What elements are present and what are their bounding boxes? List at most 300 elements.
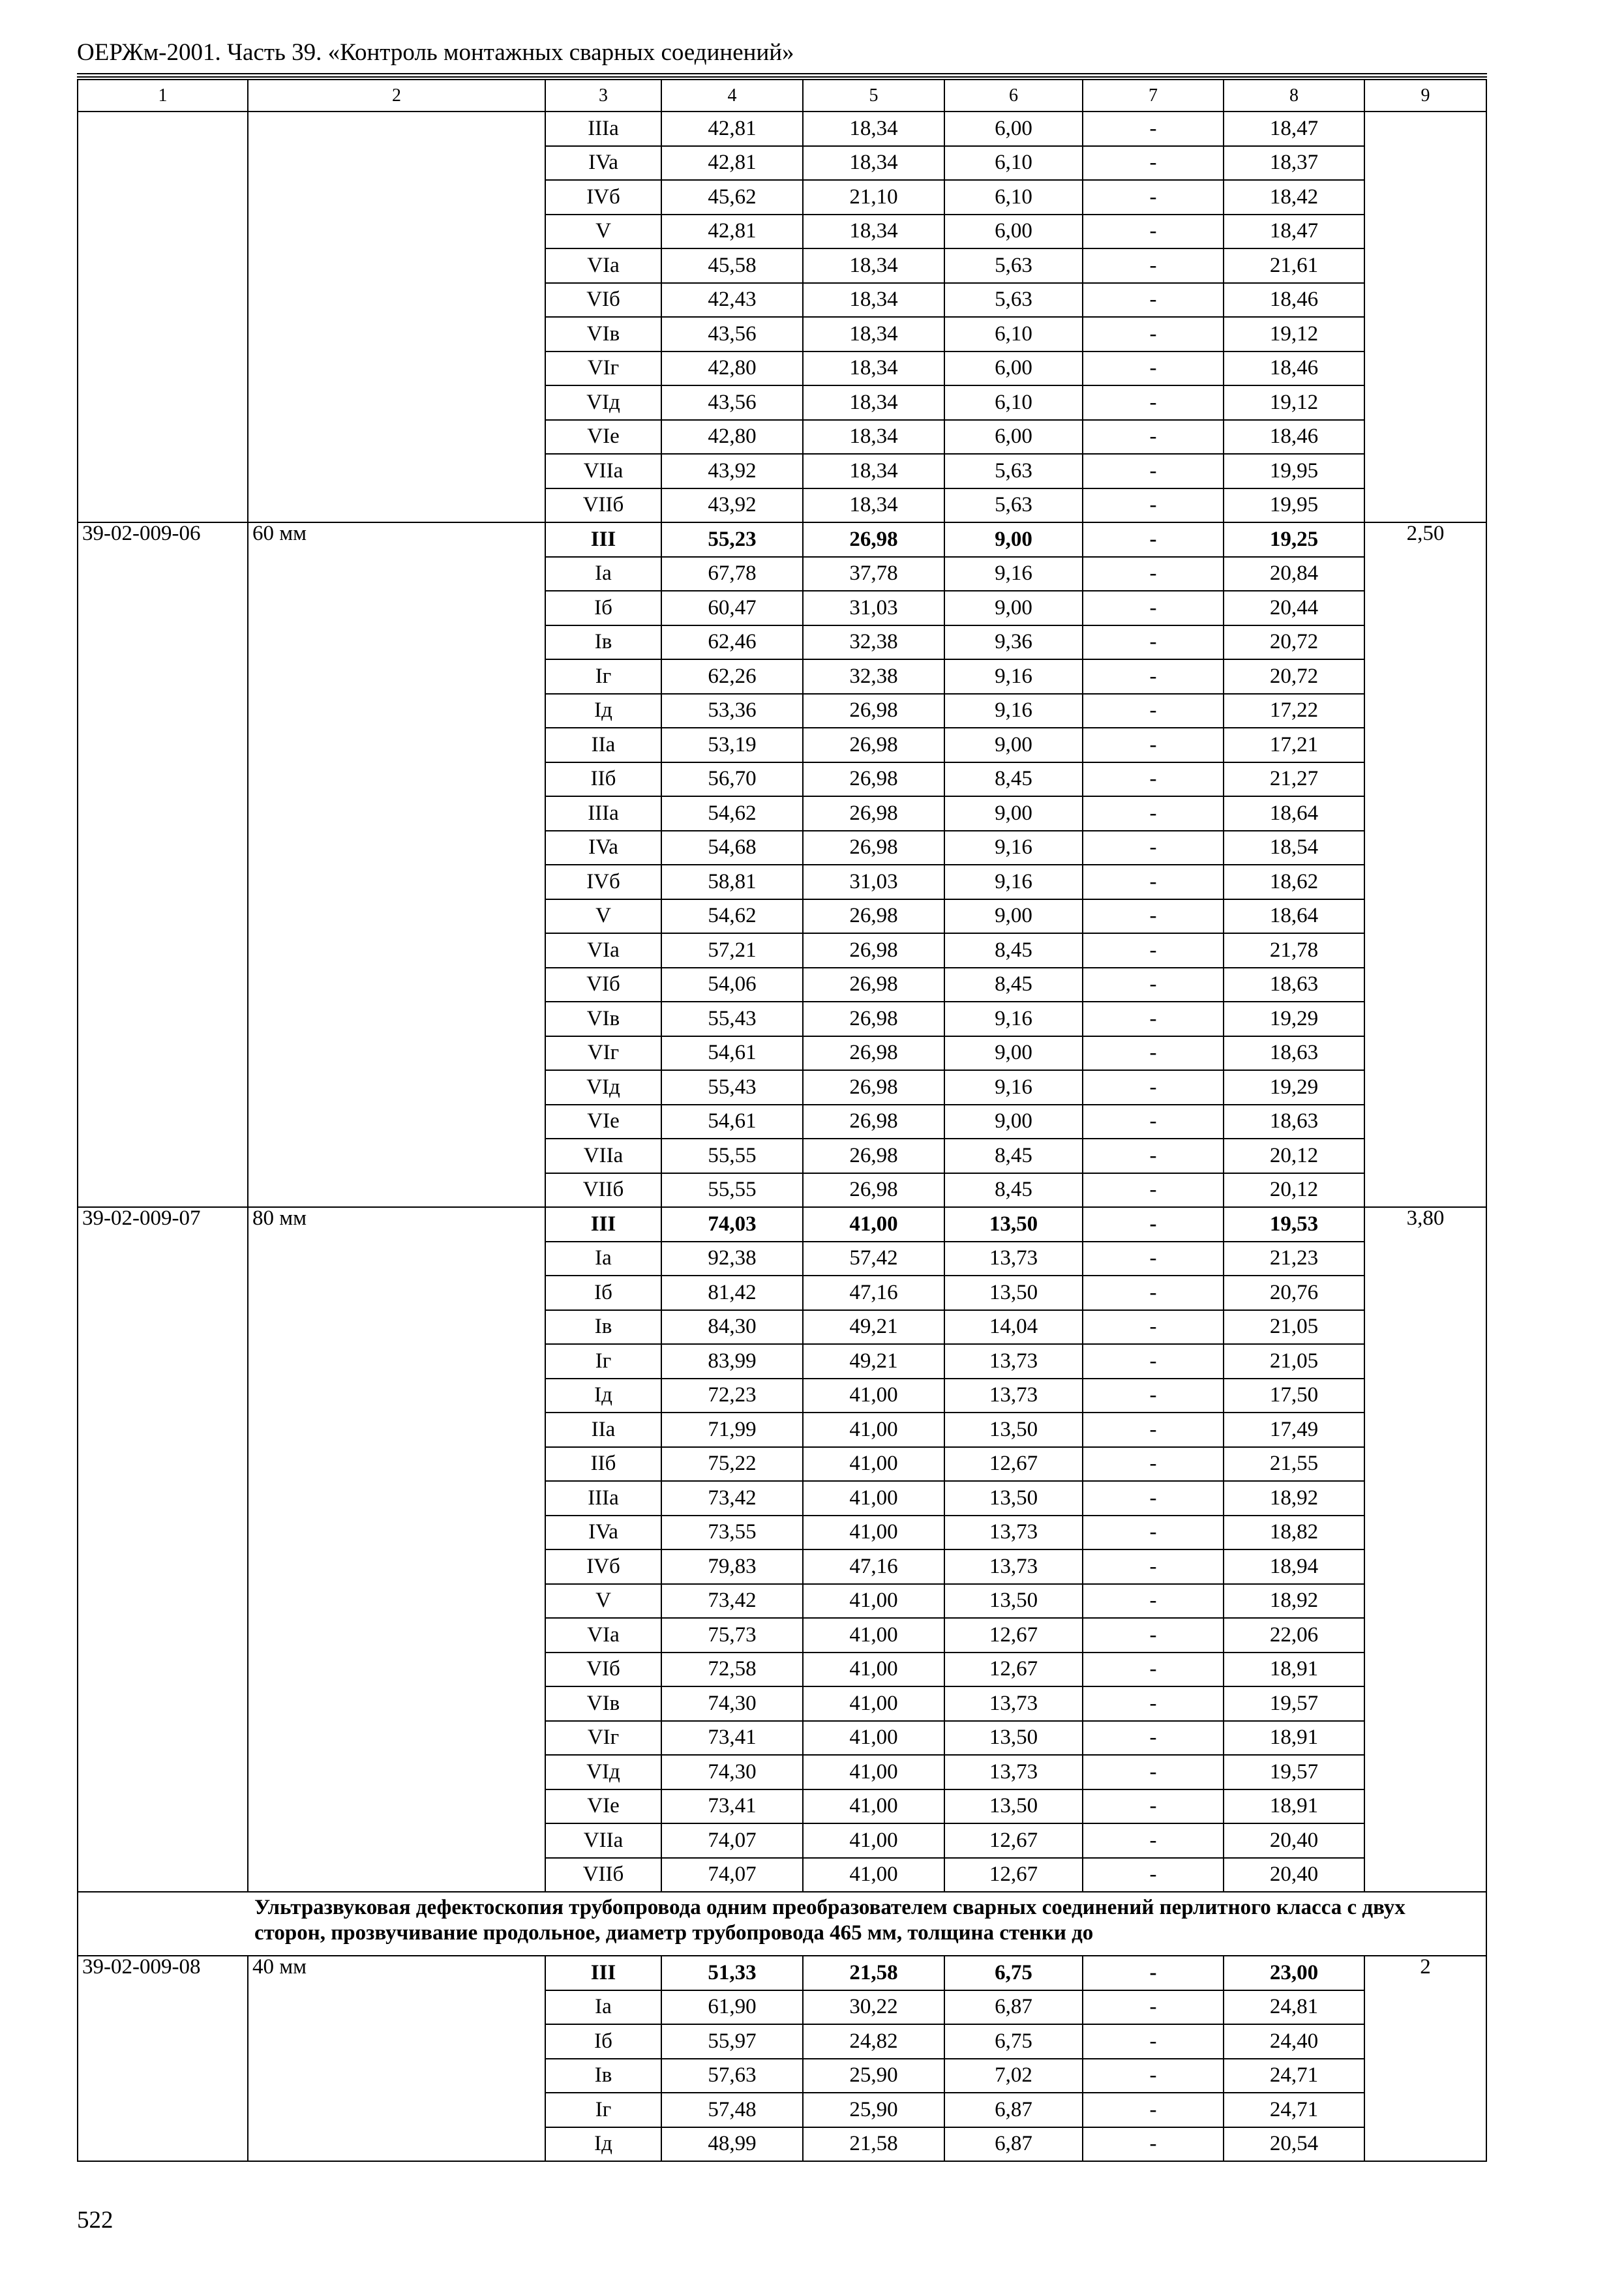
value-cell: 20,76 [1224, 1276, 1364, 1310]
value-cell: 9,00 [944, 522, 1083, 557]
column-number-cell: 9 [1364, 80, 1486, 112]
page-header-title: ОЕРЖм-2001. Часть 39. «Контроль монтажных сварных соединений» [77, 39, 794, 66]
value-cell: 41,00 [803, 1686, 944, 1721]
value-cell: 6,10 [944, 146, 1083, 181]
category-cell: Iв [545, 1310, 661, 1345]
value-cell: 18,34 [803, 248, 944, 283]
category-cell: III [545, 522, 661, 557]
value-cell: - [1083, 1344, 1224, 1379]
category-cell: V [545, 899, 661, 934]
rate-coefficient-cell: 2 [1364, 1956, 1486, 2161]
value-cell: 45,62 [661, 180, 803, 215]
value-cell: - [1083, 728, 1224, 762]
value-cell: - [1083, 1413, 1224, 1447]
value-cell: 13,50 [944, 1276, 1083, 1310]
value-cell: 13,50 [944, 1721, 1083, 1756]
wall-thickness-cell: 60 мм [248, 522, 545, 1207]
category-cell: VIд [545, 1070, 661, 1105]
value-cell: 19,29 [1224, 1070, 1364, 1105]
wall-thickness-cell: 80 мм [248, 1207, 545, 1892]
value-cell: 43,56 [661, 317, 803, 352]
value-cell: 73,42 [661, 1584, 803, 1619]
value-cell: 9,00 [944, 796, 1083, 831]
value-cell: 26,98 [803, 933, 944, 968]
value-cell: 13,73 [944, 1344, 1083, 1379]
value-cell: 20,72 [1224, 625, 1364, 660]
value-cell: 55,23 [661, 522, 803, 557]
value-cell: 54,62 [661, 899, 803, 934]
value-cell: 17,49 [1224, 1413, 1364, 1447]
value-cell: 18,46 [1224, 283, 1364, 318]
value-cell: 19,57 [1224, 1686, 1364, 1721]
value-cell: 41,00 [803, 1379, 944, 1413]
value-cell: 24,71 [1224, 2059, 1364, 2093]
value-cell: 17,50 [1224, 1379, 1364, 1413]
value-cell: 92,38 [661, 1242, 803, 1276]
value-cell: 41,00 [803, 1755, 944, 1789]
value-cell: 13,50 [944, 1481, 1083, 1516]
value-cell: 84,30 [661, 1310, 803, 1345]
value-cell: 9,16 [944, 659, 1083, 694]
value-cell: 74,07 [661, 1823, 803, 1858]
category-cell: VIIб [545, 1858, 661, 1893]
value-cell: 18,82 [1224, 1516, 1364, 1550]
category-cell: VIe [545, 1105, 661, 1139]
category-cell: IIIa [545, 112, 661, 146]
value-cell: 20,40 [1224, 1858, 1364, 1893]
value-cell: 26,98 [803, 1002, 944, 1036]
value-cell: 62,26 [661, 659, 803, 694]
value-cell: 42,80 [661, 420, 803, 455]
value-cell: 18,34 [803, 352, 944, 386]
value-cell: 14,04 [944, 1310, 1083, 1345]
value-cell: 20,84 [1224, 557, 1364, 591]
value-cell: - [1083, 968, 1224, 1002]
value-cell: 13,73 [944, 1686, 1083, 1721]
value-cell: 57,63 [661, 2059, 803, 2093]
value-cell: - [1083, 1858, 1224, 1893]
category-cell: VIa [545, 933, 661, 968]
value-cell: - [1083, 1447, 1224, 1482]
value-cell: - [1083, 352, 1224, 386]
value-cell: 26,98 [803, 694, 944, 728]
value-cell: 30,22 [803, 1990, 944, 2025]
category-cell: IVa [545, 831, 661, 865]
value-cell: 12,67 [944, 1823, 1083, 1858]
value-cell: 18,34 [803, 215, 944, 249]
value-cell: 48,99 [661, 2127, 803, 2162]
value-cell: 72,58 [661, 1653, 803, 1687]
category-cell: VIд [545, 385, 661, 420]
category-cell: IIб [545, 762, 661, 797]
value-cell: - [1083, 1242, 1224, 1276]
wall-thickness-cell: 40 мм [248, 1956, 545, 2161]
value-cell: - [1083, 831, 1224, 865]
value-cell: 49,21 [803, 1310, 944, 1345]
value-cell: 41,00 [803, 1823, 944, 1858]
value-cell: 26,98 [803, 522, 944, 557]
value-cell: 43,92 [661, 488, 803, 523]
value-cell: - [1083, 283, 1224, 318]
value-cell: 21,05 [1224, 1310, 1364, 1345]
column-number-cell: 6 [944, 80, 1083, 112]
value-cell: - [1083, 1653, 1224, 1687]
value-cell: - [1083, 1070, 1224, 1105]
value-cell: 8,45 [944, 933, 1083, 968]
table-body [78, 80, 1486, 2161]
value-cell: 62,46 [661, 625, 803, 660]
value-cell: - [1083, 865, 1224, 899]
value-cell: 19,12 [1224, 317, 1364, 352]
value-cell: 12,67 [944, 1858, 1083, 1893]
value-cell: 13,73 [944, 1516, 1083, 1550]
value-cell: 6,00 [944, 215, 1083, 249]
value-cell: 18,54 [1224, 831, 1364, 865]
category-cell: Iд [545, 1379, 661, 1413]
value-cell: - [1083, 625, 1224, 660]
value-cell: 18,42 [1224, 180, 1364, 215]
rate-coefficient-cell: 3,80 [1364, 1207, 1486, 1892]
value-cell: 20,12 [1224, 1173, 1364, 1208]
value-cell: 74,30 [661, 1686, 803, 1721]
category-cell: Iг [545, 2093, 661, 2127]
value-cell: 13,50 [944, 1413, 1083, 1447]
value-cell: 9,00 [944, 591, 1083, 625]
value-cell: - [1083, 112, 1224, 146]
category-cell: VIe [545, 1789, 661, 1824]
section-heading-spacer [78, 1892, 248, 1956]
value-cell: 49,21 [803, 1344, 944, 1379]
column-number-cell: 5 [803, 80, 944, 112]
category-cell: V [545, 1584, 661, 1619]
value-cell: - [1083, 2059, 1224, 2093]
category-cell: Iв [545, 2059, 661, 2093]
category-cell: VIг [545, 1036, 661, 1071]
value-cell: 5,63 [944, 248, 1083, 283]
category-cell: VIд [545, 1755, 661, 1789]
value-cell: 26,98 [803, 796, 944, 831]
value-cell: 81,42 [661, 1276, 803, 1310]
value-cell: 19,95 [1224, 488, 1364, 523]
value-cell: - [1083, 694, 1224, 728]
category-cell: VIг [545, 352, 661, 386]
value-cell: 18,63 [1224, 1036, 1364, 1071]
value-cell: 20,12 [1224, 1139, 1364, 1173]
category-cell: VIб [545, 968, 661, 1002]
value-cell: 7,02 [944, 2059, 1083, 2093]
value-cell: - [1083, 1207, 1224, 1242]
rates-table [77, 79, 1487, 2162]
value-cell: 26,98 [803, 728, 944, 762]
value-cell: 9,00 [944, 728, 1083, 762]
value-cell: 54,61 [661, 1105, 803, 1139]
value-cell: 73,42 [661, 1481, 803, 1516]
value-cell: - [1083, 1516, 1224, 1550]
value-cell: 20,72 [1224, 659, 1364, 694]
value-cell: 51,33 [661, 1956, 803, 1990]
value-cell: 21,27 [1224, 762, 1364, 797]
value-cell: 74,07 [661, 1858, 803, 1893]
category-cell: III [545, 1207, 661, 1242]
value-cell: 26,98 [803, 1139, 944, 1173]
value-cell: 60,47 [661, 591, 803, 625]
value-cell: - [1083, 1379, 1224, 1413]
value-cell: 54,62 [661, 796, 803, 831]
value-cell: 21,10 [803, 180, 944, 215]
value-cell: 25,90 [803, 2059, 944, 2093]
value-cell: - [1083, 1310, 1224, 1345]
value-cell: 12,67 [944, 1618, 1083, 1653]
value-cell: - [1083, 933, 1224, 968]
value-cell: - [1083, 1721, 1224, 1756]
value-cell: 8,45 [944, 1173, 1083, 1208]
value-cell: - [1083, 180, 1224, 215]
value-cell: 42,81 [661, 112, 803, 146]
table-row [78, 1207, 1486, 1242]
column-number-row [78, 80, 1486, 112]
value-cell: 9,00 [944, 1036, 1083, 1071]
value-cell: 18,92 [1224, 1481, 1364, 1516]
value-cell: 41,00 [803, 1858, 944, 1893]
value-cell: 6,75 [944, 2024, 1083, 2059]
value-cell: 8,45 [944, 968, 1083, 1002]
value-cell: 24,82 [803, 2024, 944, 2059]
table-row [78, 112, 1486, 146]
category-cell: VIa [545, 1618, 661, 1653]
value-cell: 21,05 [1224, 1344, 1364, 1379]
category-cell: VIв [545, 1686, 661, 1721]
value-cell: 24,71 [1224, 2093, 1364, 2127]
category-cell: VIб [545, 1653, 661, 1687]
value-cell: 26,98 [803, 899, 944, 934]
column-number-cell: 3 [545, 80, 661, 112]
value-cell: 61,90 [661, 1990, 803, 2025]
value-cell: - [1083, 1105, 1224, 1139]
value-cell: - [1083, 1036, 1224, 1071]
value-cell: 42,43 [661, 283, 803, 318]
value-cell: 19,29 [1224, 1002, 1364, 1036]
value-cell: 41,00 [803, 1481, 944, 1516]
value-cell: 24,40 [1224, 2024, 1364, 2059]
category-cell: Ia [545, 1990, 661, 2025]
value-cell: 55,97 [661, 2024, 803, 2059]
value-cell: 47,16 [803, 1276, 944, 1310]
category-cell: VIIб [545, 488, 661, 523]
value-cell: - [1083, 1002, 1224, 1036]
value-cell: 41,00 [803, 1207, 944, 1242]
value-cell: - [1083, 1618, 1224, 1653]
value-cell: 21,58 [803, 2127, 944, 2162]
value-cell: 32,38 [803, 625, 944, 660]
value-cell: - [1083, 557, 1224, 591]
value-cell: 20,44 [1224, 591, 1364, 625]
value-cell: 22,06 [1224, 1618, 1364, 1653]
category-cell: Ia [545, 1242, 661, 1276]
value-cell: 74,30 [661, 1755, 803, 1789]
value-cell: 9,16 [944, 831, 1083, 865]
value-cell: 41,00 [803, 1618, 944, 1653]
category-cell: Iд [545, 2127, 661, 2162]
value-cell: - [1083, 488, 1224, 523]
value-cell: 55,43 [661, 1070, 803, 1105]
value-cell: 18,34 [803, 112, 944, 146]
value-cell: - [1083, 1549, 1224, 1584]
value-cell: 31,03 [803, 865, 944, 899]
value-cell: 18,64 [1224, 899, 1364, 934]
value-cell: 19,12 [1224, 385, 1364, 420]
value-cell: 5,63 [944, 454, 1083, 488]
category-cell: IIIa [545, 796, 661, 831]
rate-code-cell [78, 112, 248, 522]
category-cell: Iд [545, 694, 661, 728]
value-cell: 6,00 [944, 420, 1083, 455]
value-cell: 19,57 [1224, 1755, 1364, 1789]
value-cell: 41,00 [803, 1584, 944, 1619]
value-cell: 18,46 [1224, 352, 1364, 386]
category-cell: VIв [545, 317, 661, 352]
value-cell: 18,62 [1224, 865, 1364, 899]
category-cell: IVa [545, 1516, 661, 1550]
value-cell: 25,90 [803, 2093, 944, 2127]
value-cell: 18,94 [1224, 1549, 1364, 1584]
category-cell: III [545, 1956, 661, 1990]
value-cell: - [1083, 1481, 1224, 1516]
value-cell: 23,00 [1224, 1956, 1364, 1990]
value-cell: 18,91 [1224, 1789, 1364, 1824]
value-cell: 13,73 [944, 1755, 1083, 1789]
value-cell: 57,42 [803, 1242, 944, 1276]
value-cell: 43,56 [661, 385, 803, 420]
value-cell: - [1083, 899, 1224, 934]
value-cell: - [1083, 1139, 1224, 1173]
value-cell: 6,75 [944, 1956, 1083, 1990]
category-cell: VIг [545, 1721, 661, 1756]
value-cell: - [1083, 1990, 1224, 2025]
value-cell: 9,00 [944, 899, 1083, 934]
value-cell: 17,21 [1224, 728, 1364, 762]
value-cell: 21,55 [1224, 1447, 1364, 1482]
section-heading-row [78, 1892, 1486, 1956]
value-cell: 18,34 [803, 488, 944, 523]
value-cell: 26,98 [803, 1070, 944, 1105]
value-cell: 55,43 [661, 1002, 803, 1036]
category-cell: VIIa [545, 454, 661, 488]
value-cell: - [1083, 762, 1224, 797]
value-cell: 18,34 [803, 420, 944, 455]
value-cell: 5,63 [944, 283, 1083, 318]
value-cell: 56,70 [661, 762, 803, 797]
value-cell: 12,67 [944, 1447, 1083, 1482]
value-cell: 41,00 [803, 1789, 944, 1824]
value-cell: 6,87 [944, 2127, 1083, 2162]
value-cell: 21,61 [1224, 248, 1364, 283]
value-cell: 41,00 [803, 1447, 944, 1482]
value-cell: 9,36 [944, 625, 1083, 660]
value-cell: 71,99 [661, 1413, 803, 1447]
value-cell: 6,87 [944, 2093, 1083, 2127]
value-cell: - [1083, 1823, 1224, 1858]
value-cell: - [1083, 2024, 1224, 2059]
value-cell: 75,22 [661, 1447, 803, 1482]
value-cell: 21,23 [1224, 1242, 1364, 1276]
column-number-cell: 1 [78, 80, 248, 112]
value-cell: 6,10 [944, 180, 1083, 215]
value-cell: 9,16 [944, 1070, 1083, 1105]
value-cell: 26,98 [803, 1105, 944, 1139]
value-cell: 53,36 [661, 694, 803, 728]
page-number: 522 [77, 2207, 113, 2234]
value-cell: 13,73 [944, 1549, 1083, 1584]
value-cell: 57,21 [661, 933, 803, 968]
rate-code-cell: 39-02-009-07 [78, 1207, 248, 1892]
table-row [78, 522, 1486, 557]
value-cell: 18,64 [1224, 796, 1364, 831]
category-cell: IVб [545, 1549, 661, 1584]
value-cell: 6,87 [944, 1990, 1083, 2025]
column-number-cell: 7 [1083, 80, 1224, 112]
value-cell: 6,00 [944, 112, 1083, 146]
value-cell: 57,48 [661, 2093, 803, 2127]
value-cell: 18,34 [803, 317, 944, 352]
value-cell: 18,46 [1224, 420, 1364, 455]
value-cell: 58,81 [661, 865, 803, 899]
value-cell: 18,47 [1224, 112, 1364, 146]
category-cell: V [545, 215, 661, 249]
value-cell: 43,92 [661, 454, 803, 488]
category-cell: Iб [545, 2024, 661, 2059]
value-cell: 42,81 [661, 146, 803, 181]
value-cell: 26,98 [803, 1173, 944, 1208]
category-cell: VIIa [545, 1823, 661, 1858]
value-cell: 18,92 [1224, 1584, 1364, 1619]
value-cell: 9,00 [944, 1105, 1083, 1139]
value-cell: 53,19 [661, 728, 803, 762]
value-cell: - [1083, 1956, 1224, 1990]
category-cell: IIIa [545, 1481, 661, 1516]
value-cell: 41,00 [803, 1413, 944, 1447]
value-cell: 18,63 [1224, 968, 1364, 1002]
value-cell: 55,55 [661, 1173, 803, 1208]
category-cell: Iб [545, 1276, 661, 1310]
value-cell: 73,41 [661, 1789, 803, 1824]
header-rule-double [77, 76, 1487, 78]
value-cell: - [1083, 2093, 1224, 2127]
value-cell: 8,45 [944, 1139, 1083, 1173]
value-cell: 21,58 [803, 1956, 944, 1990]
rate-code-cell: 39-02-009-06 [78, 522, 248, 1207]
category-cell: Iб [545, 591, 661, 625]
value-cell: - [1083, 1755, 1224, 1789]
value-cell: 26,98 [803, 1036, 944, 1071]
category-cell: VIIa [545, 1139, 661, 1173]
value-cell: 42,80 [661, 352, 803, 386]
value-cell: 8,45 [944, 762, 1083, 797]
column-number-cell: 2 [248, 80, 545, 112]
value-cell: - [1083, 659, 1224, 694]
value-cell: - [1083, 1276, 1224, 1310]
value-cell: 9,16 [944, 1002, 1083, 1036]
category-cell: IVa [545, 146, 661, 181]
table-row [78, 1956, 1486, 1990]
value-cell: - [1083, 796, 1224, 831]
value-cell: 19,53 [1224, 1207, 1364, 1242]
value-cell: 42,81 [661, 215, 803, 249]
value-cell: 79,83 [661, 1549, 803, 1584]
value-cell: - [1083, 317, 1224, 352]
value-cell: 13,73 [944, 1242, 1083, 1276]
category-cell: Iв [545, 625, 661, 660]
value-cell: 72,23 [661, 1379, 803, 1413]
